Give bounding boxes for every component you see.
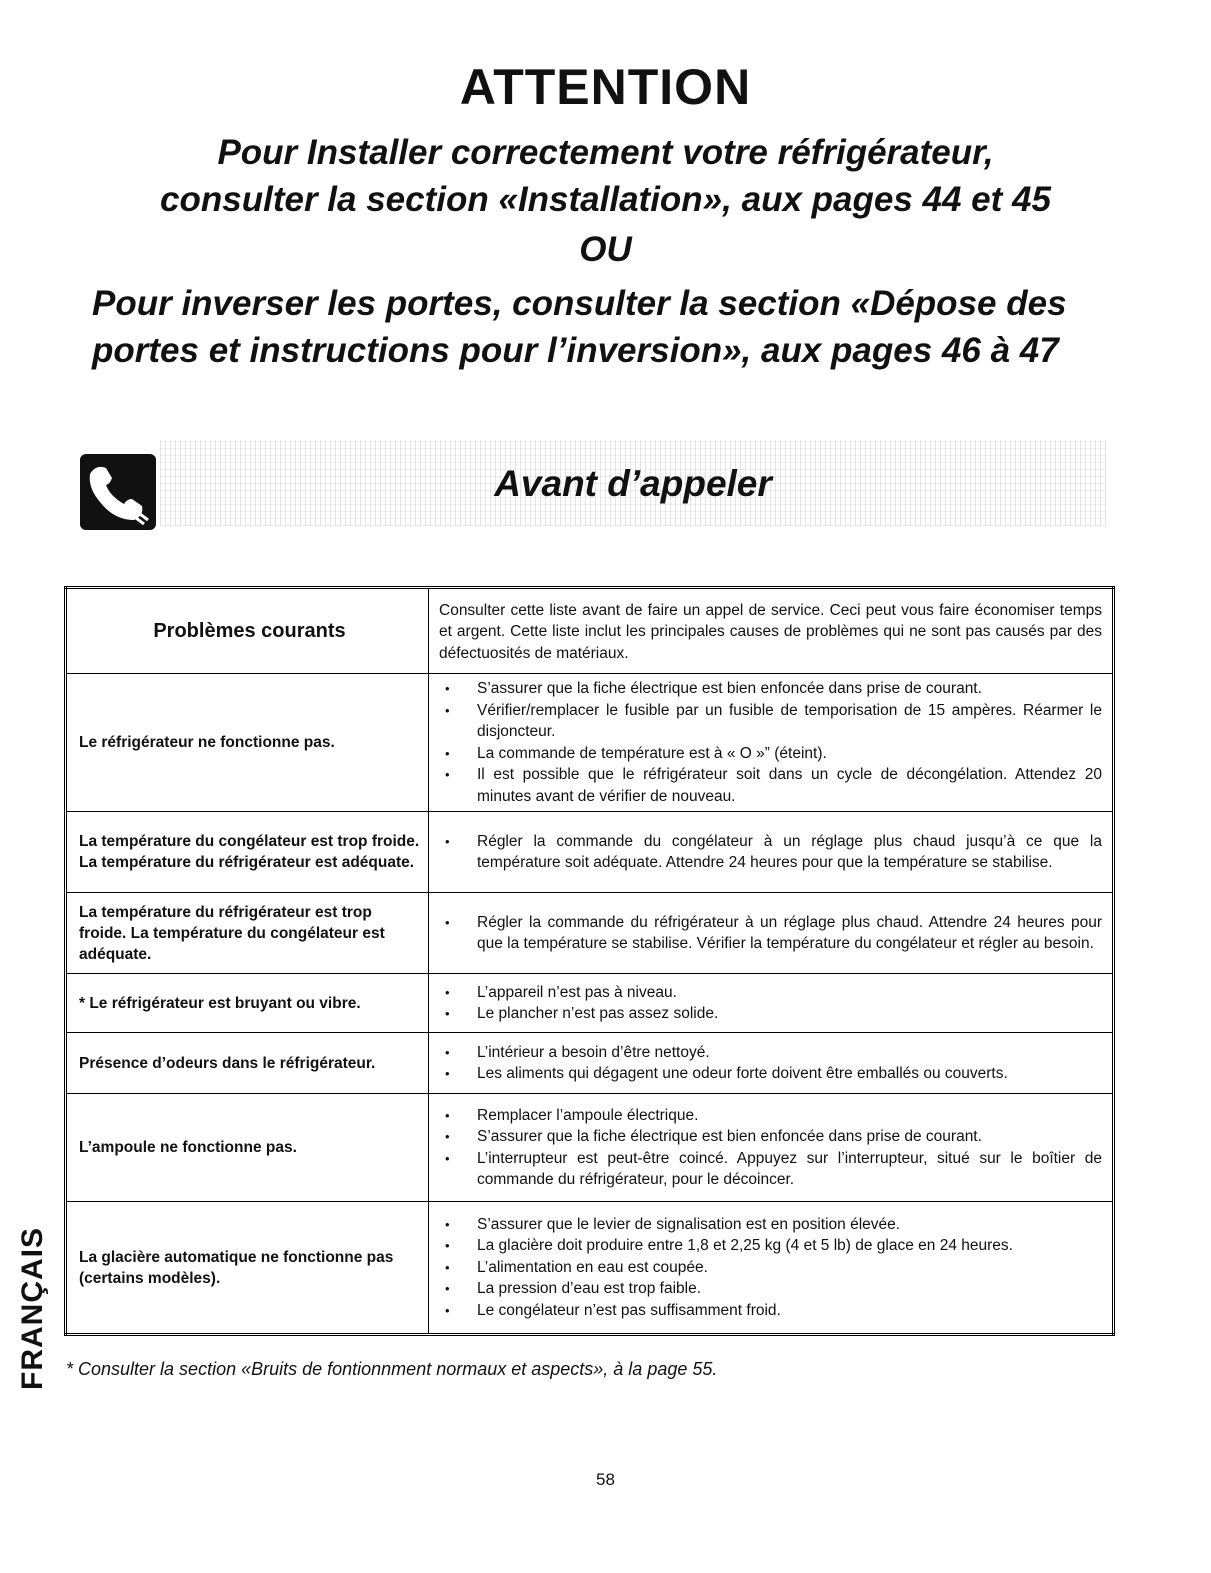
list-item: • Les aliments qui dégagent une odeur forte doivent être emballés ou couverts.: [439, 1063, 1102, 1085]
table-row: [66, 974, 1114, 1033]
section-title: Avant d’appeler: [494, 463, 772, 504]
problem-cell: Le réfrigérateur ne fonctionne pas.: [66, 674, 429, 812]
list-item: • La pression d’eau est trop faible.: [439, 1278, 1102, 1300]
list-item: • Remplacer l’ampoule électrique.: [439, 1105, 1102, 1127]
table-row: [66, 893, 1114, 974]
table-row: [66, 1202, 1114, 1335]
footnote: * Consulter la section «Bruits de fontionnment normaux et aspects», à la page 55.: [66, 1359, 718, 1379]
troubleshooting-table: [64, 586, 1115, 1336]
list-item: • L’alimentation en eau est coupée.: [439, 1257, 1102, 1279]
heading-or: OU: [579, 230, 632, 269]
phone-icon: [80, 454, 156, 530]
heading-line-4: Pour inverser les portes, consulter la section «Dépose des: [92, 284, 1067, 323]
heading-line-2: consulter la section «Installation», aux pages 44 et 45: [160, 180, 1051, 219]
problem-cell: La température du congélateur est trop froide. La température du réfrigérateur est adéquate.: [66, 812, 429, 893]
causes-cell: [429, 812, 1114, 893]
causes-cell: [429, 1202, 1114, 1335]
heading-line-1: Pour Installer correctement votre réfrigérateur,: [217, 133, 994, 172]
problem-cell: La glacière automatique ne fonctionne pas (certains modèles).: [66, 1202, 429, 1335]
problem-cell: L’ampoule ne fonctionne pas.: [66, 1094, 429, 1202]
table-header-problems: Problèmes courants: [66, 588, 429, 674]
list-item: • S’assurer que la fiche électrique est bien enfoncée dans prise de courant.: [439, 1126, 1102, 1148]
table-header-row: [66, 588, 1114, 674]
problem-cell: La température du réfrigérateur est trop froide. La température du congélateur est adéquate.: [66, 893, 429, 974]
list-item: • Régler la commande du congélateur à un réglage plus chaud jusqu’à ce que la température soit adéquate. Attendre 24 heures pour que la température se stabilise.: [439, 831, 1102, 874]
causes-cell: [429, 1033, 1114, 1094]
problem-cell: Présence d’odeurs dans le réfrigérateur.: [66, 1033, 429, 1094]
list-item: • Le congélateur n’est pas suffisamment froid.: [439, 1300, 1102, 1322]
causes-cell: [429, 1094, 1114, 1202]
list-item: • Régler la commande du réfrigérateur à un réglage plus chaud. Attendre 24 heures pour que la température se stabilise. Vérifier la température du congélateur et régler au besoin.: [439, 912, 1102, 955]
section-banner: [160, 440, 1106, 526]
table-row: [66, 1094, 1114, 1202]
list-item: • S’assurer que le levier de signalisation est en position élevée.: [439, 1214, 1102, 1236]
causes-cell: [429, 893, 1114, 974]
heading-line-5: portes et instructions pour l’inversion», aux pages 46 à 47: [92, 331, 1059, 370]
table-row: [66, 674, 1114, 812]
causes-cell: [429, 674, 1114, 812]
list-item: • La glacière doit produire entre 1,8 et 2,25 kg (4 et 5 lb) de glace en 24 heures.: [439, 1235, 1102, 1257]
page-title: ATTENTION: [459, 59, 752, 115]
list-item: • La commande de température est à « O »” (éteint).: [439, 743, 1102, 765]
language-tab: FRANÇAIS: [16, 1227, 49, 1390]
list-item: • Le plancher n’est pas assez solide.: [439, 1003, 1102, 1025]
list-item: • S’assurer que la fiche électrique est bien enfoncée dans prise de courant.: [439, 678, 1102, 700]
list-item: • L’intérieur a besoin d’être nettoyé.: [439, 1042, 1102, 1064]
table-row: [66, 812, 1114, 893]
page-number: 58: [596, 1470, 615, 1489]
list-item: • Il est possible que le réfrigérateur soit dans un cycle de décongélation. Attendez 20 minutes avant de vérifier de nouveau.: [439, 764, 1102, 807]
causes-cell: [429, 974, 1114, 1033]
list-item: • L’interrupteur est peut-être coincé. Appuyez sur l’interrupteur, situé sur le boîtier de commande du réfrigérateur, pour le décoincer.: [439, 1148, 1102, 1191]
table-header-intro: Consulter cette liste avant de faire un appel de service. Ceci peut vous faire économiser temps et argent. Cette liste inclut les principales causes de problèmes qui ne sont pas causés par des défectuosités de matériaux.: [429, 588, 1114, 674]
list-item: • L’appareil n’est pas à niveau.: [439, 982, 1102, 1004]
list-item: • Vérifier/remplacer le fusible par un fusible de temporisation de 15 ampères. Réarmer le disjoncteur.: [439, 700, 1102, 743]
table-row: [66, 1033, 1114, 1094]
problem-cell: * Le réfrigérateur est bruyant ou vibre.: [66, 974, 429, 1033]
